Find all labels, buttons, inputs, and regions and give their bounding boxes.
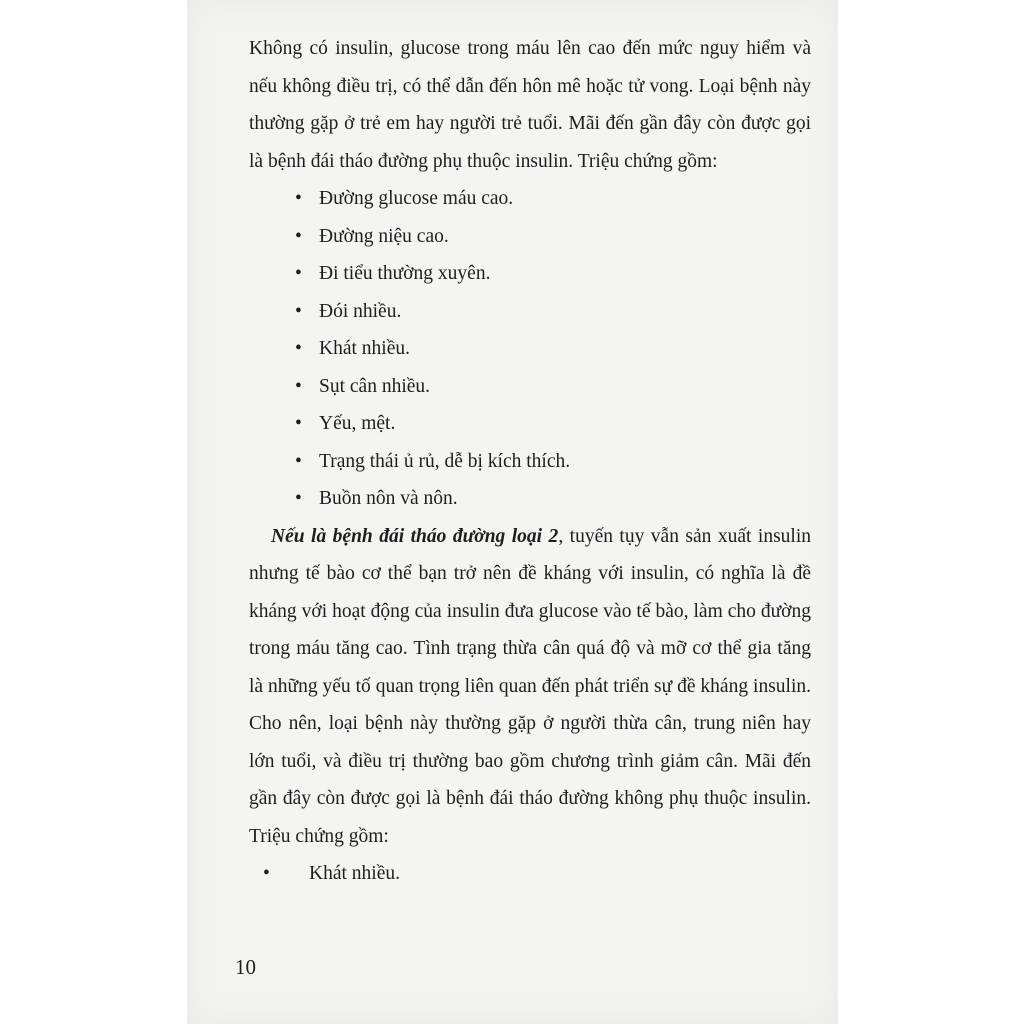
list-item: • Đói nhiều. <box>249 293 811 331</box>
page-number: 10 <box>235 955 256 979</box>
symptom-list-type2 <box>249 855 811 893</box>
bullet-icon: • <box>295 263 302 284</box>
bullet-icon: • <box>295 300 302 322</box>
paragraph-type2 <box>249 518 811 856</box>
bullet-icon: • <box>295 488 302 509</box>
symptom-list-type1 <box>249 180 811 518</box>
book-page <box>187 0 838 1024</box>
page-content <box>249 30 811 893</box>
bullet-icon: • <box>263 863 270 884</box>
bullet-icon: • <box>295 413 302 434</box>
list-item: • Khát nhiều. <box>249 330 811 368</box>
list-item: • Đường niệu cao. <box>249 218 811 256</box>
list-item: • Khát nhiều. <box>249 855 811 893</box>
list-item: • Đường glucose máu cao. <box>249 180 811 218</box>
bullet-icon: • <box>295 188 302 209</box>
bullet-icon: • <box>295 338 302 359</box>
type2-body: , tuyến tụy vẫn sản xuất insulin nhưng tế bào cơ thể bạn trở nên đề kháng với insulin, có nghĩa là đề kháng với hoạt động của insulin đưa glucose vào tế bào, làm cho đường trong máu tăng cao. Tình trạng thừa cân quá độ và mỡ cơ thể gia tăng là những yếu tố quan trọng liên quan đến phát triển sự đề kháng insulin. Cho nên, loại bệnh này thường gặp ở người thừa cân, trung niên hay lớn tuổi, và điều trị thường bao gồm chương trình giảm cân. Mãi đến gần đây còn được gọi là bệnh đái tháo đường không phụ thuộc insulin. Triệu chứng gồm: <box>249 525 811 847</box>
list-item: • Trạng thái ủ rủ, dễ bị kích thích. <box>249 443 811 481</box>
list-item: • Đi tiểu thường xuyên. <box>249 255 811 293</box>
bullet-icon: • <box>295 225 302 247</box>
bullet-icon: • <box>295 375 302 397</box>
bullet-icon: • <box>295 450 302 472</box>
paragraph-type1-intro: Không có insulin, glucose trong máu lên cao đến mức nguy hiểm và nếu không điều trị, có thể dẫn đến hôn mê hoặc tử vong. Loại bệnh này thường gặp ở trẻ em hay người trẻ tuổi. Mãi đến gần đây còn được gọi là bệnh đái tháo đường phụ thuộc insulin. Triệu chứng gồm: <box>249 38 811 172</box>
list-item: • Sụt cân nhiều. <box>249 368 811 406</box>
list-item: • Yếu, mệt. <box>249 405 811 443</box>
type2-heading: Nếu là bệnh đái tháo đường loại 2 <box>271 525 559 547</box>
list-item: • Buồn nôn và nôn. <box>249 480 811 518</box>
